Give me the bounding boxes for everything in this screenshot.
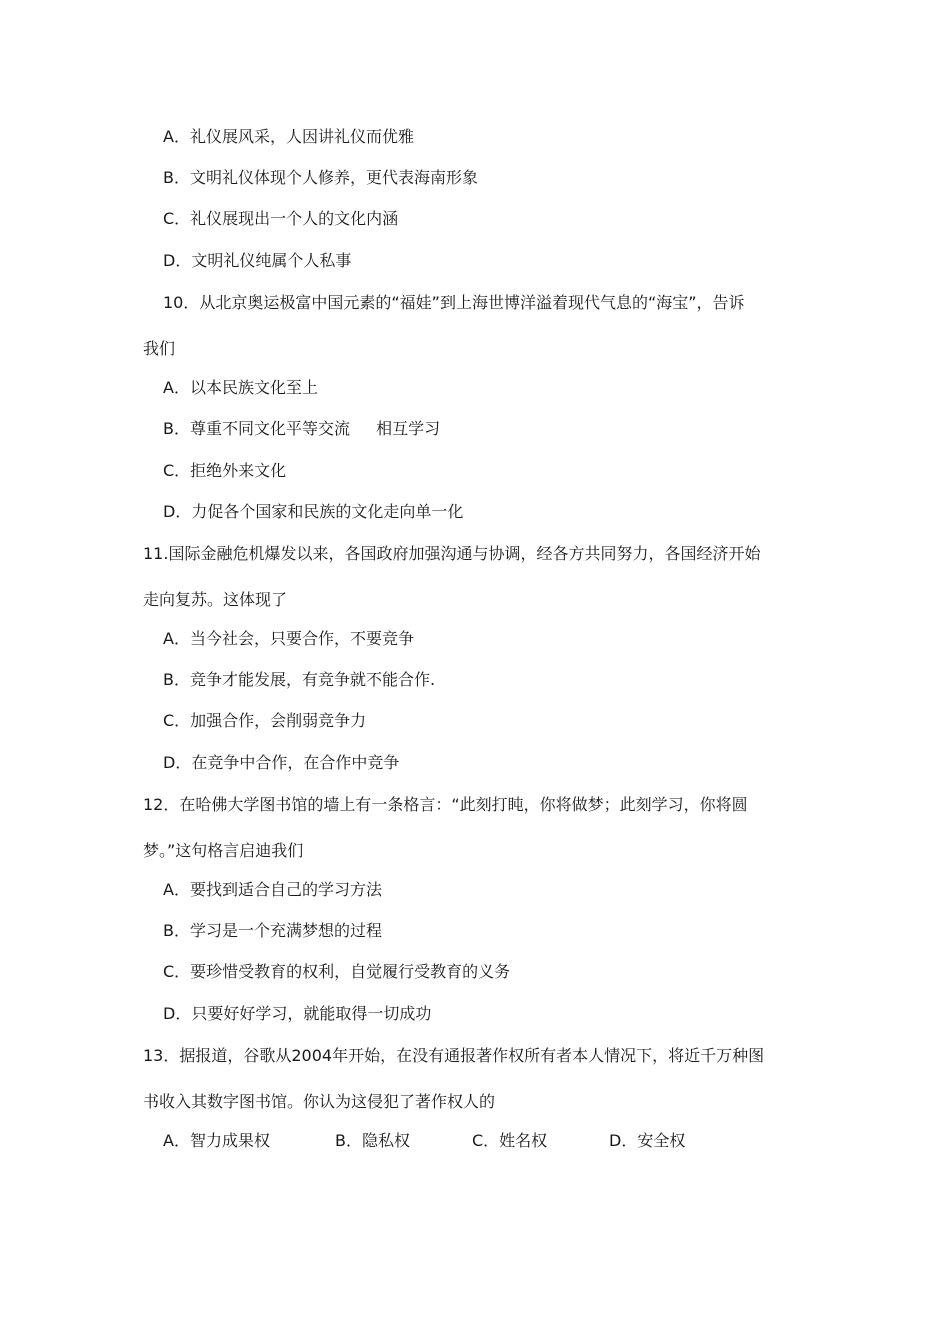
q12-option-b: B．学习是一个充满梦想的过程 <box>163 921 382 940</box>
q13-option-b: B．隐私权 <box>335 1131 410 1150</box>
q10-option-a: A．以本民族文化至上 <box>163 378 318 397</box>
q10-option-b: B．尊重不同文化平等交流 相互学习 <box>163 419 441 438</box>
q12-option-a: A．要找到适合自己的学习方法 <box>163 880 382 899</box>
q11-option-c: C．加强合作，会削弱竞争力 <box>163 711 367 730</box>
q10-stem-line2: 我们 <box>143 339 176 358</box>
q9-option-d: D．文明礼仪纯属个人私事 <box>163 251 352 270</box>
q12-option-c: C．要珍惜受教育的权利，自觉履行受教育的义务 <box>163 962 511 981</box>
q11-stem-line1: 11.国际金融危机爆发以来，各国政府加强沟通与协调，经各方共同努力，各国经济开始 <box>143 544 761 563</box>
q9-option-c: C．礼仪展现出一个人的文化内涵 <box>163 209 399 228</box>
q12-stem-line1: 12．在哈佛大学图书馆的墙上有一条格言：“此刻打盹，你将做梦；此刻学习，你将圆 <box>143 795 748 814</box>
q13-option-a: A．智力成果权 <box>163 1131 270 1150</box>
q13-stem-line2: 书收入其数字图书馆。你认为这侵犯了著作权人的 <box>143 1092 496 1111</box>
q9-option-a: A．礼仪展风采，人因讲礼仪而优雅 <box>163 127 414 146</box>
q13-option-d: D．安全权 <box>609 1131 686 1150</box>
q11-option-d: D．在竞争中合作，在合作中竞争 <box>163 753 400 772</box>
q13-option-c: C．姓名权 <box>472 1131 548 1150</box>
q11-option-a: A．当今社会，只要合作，不要竞争 <box>163 629 414 648</box>
q9-option-b: B．文明礼仪体现个人修养，更代表海南形象 <box>163 168 478 187</box>
q11-option-b: B．竞争才能发展，有竞争就不能合作. <box>163 670 436 689</box>
q10-option-c: C．拒绝外来文化 <box>163 461 287 480</box>
q11-stem-line2: 走向复苏。这体现了 <box>143 590 288 609</box>
q10-option-d: D．力促各个国家和民族的文化走向单一化 <box>163 502 464 521</box>
q12-stem-line2: 梦。”这句格言启迪我们 <box>143 841 304 860</box>
q13-stem-line1: 13．据报道，谷歌从2004年开始，在没有通报著作权所有者本人情况下，将近千万种图 <box>143 1046 765 1065</box>
q12-option-d: D．只要好好学习，就能取得一切成功 <box>163 1004 432 1023</box>
q10-stem-line1: 10．从北京奥运极富中国元素的“福娃”到上海世博洋溢着现代气息的“海宝”，告诉 <box>163 293 745 312</box>
